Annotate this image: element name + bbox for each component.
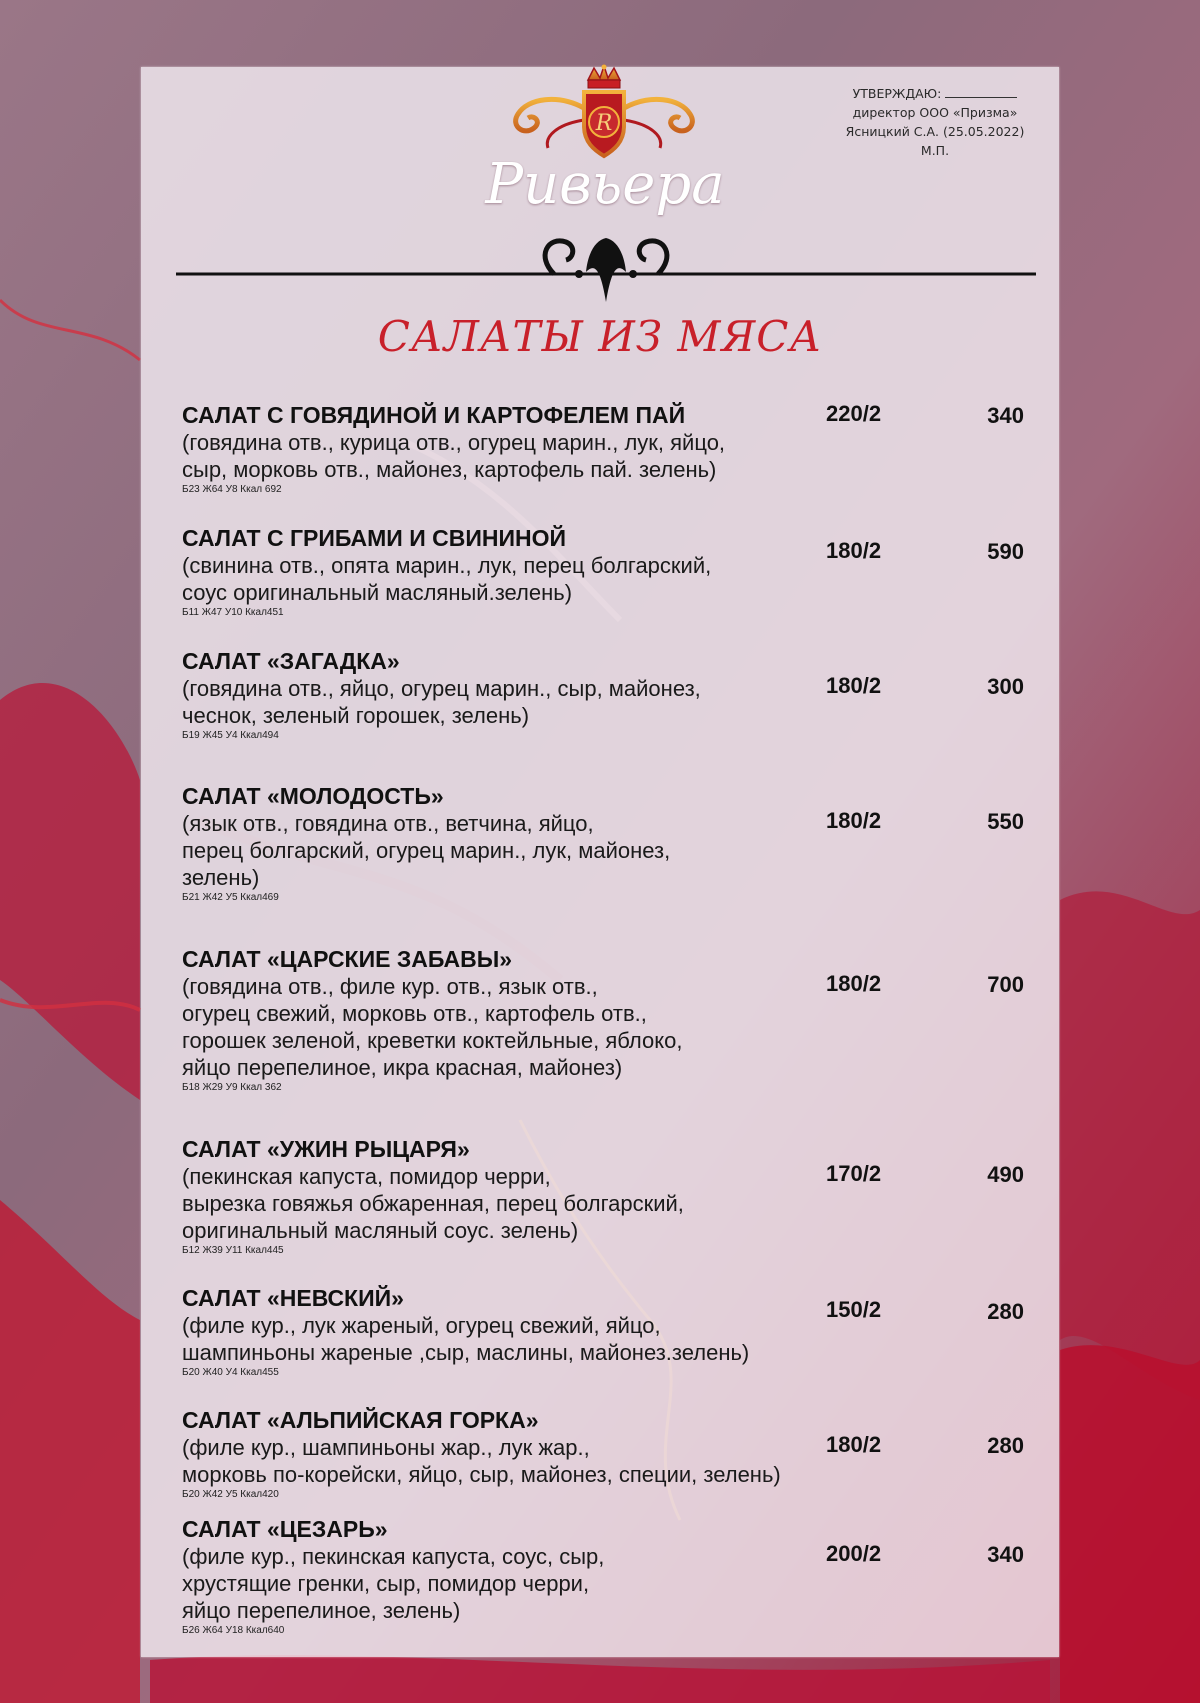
menu-item <box>182 945 1042 1094</box>
item-name: САЛАТ С ГОВЯДИНОЙ И КАРТОФЕЛЕМ ПАЙ <box>182 402 686 428</box>
item-price: 280 <box>987 1433 1024 1458</box>
item-name: САЛАТ «УЖИН РЫЦАРЯ» <box>182 1136 470 1162</box>
ornament-divider <box>176 226 1036 306</box>
item-price: 300 <box>987 674 1024 699</box>
item-name: САЛАТ «ЦЕЗАРЬ» <box>182 1516 388 1542</box>
item-name: САЛАТ «ЦАРСКИЕ ЗАБАВЫ» <box>182 946 513 972</box>
item-description: (филе кур., шампиньоны жар., лук жар., морковь по-корейски, яйцо, сыр, майонез, специи, зелень) <box>182 1435 781 1487</box>
item-weight: 180/2 <box>826 971 882 996</box>
item-price: 280 <box>987 1299 1024 1324</box>
menu-item <box>182 647 1042 742</box>
item-description: (свинина отв., опята марин., лук, перец болгарский, соус оригинальный масляный.зелень) <box>182 553 712 605</box>
item-description: (говядина отв., яйцо, огурец марин., сыр, майонез, чеснок, зеленый горошек, зелень) <box>182 676 701 728</box>
item-nutrition: Б19 Ж45 У4 Ккал494 <box>182 730 279 741</box>
item-description: (филе кур., пекинская капуста, соус, сыр, хрустящие гренки, сыр, помидор черри, яйцо перепелиное, зелень) <box>182 1544 605 1623</box>
signature-line <box>945 85 1017 98</box>
approval-name-date: Ясницкий С.А. (25.05.2022) <box>845 124 1025 139</box>
menu-item <box>182 1135 1042 1257</box>
item-name: САЛАТ «НЕВСКИЙ» <box>182 1285 404 1311</box>
item-nutrition: Б11 Ж47 У10 Ккал451 <box>182 607 284 618</box>
item-description: (пекинская капуста, помидор черри, вырезка говяжья обжаренная, перец болгарский, оригинальный масляный соус. зелень) <box>182 1164 684 1243</box>
item-description: (филе кур., лук жареный, огурец свежий, яйцо, шампиньоны жареные ,сыр, маслины, майонез.зелень) <box>182 1313 750 1365</box>
approval-director: директор ООО «Призма» <box>852 105 1018 120</box>
item-name: САЛАТ «МОЛОДОСТЬ» <box>182 783 444 809</box>
item-weight: 180/2 <box>826 538 882 563</box>
item-weight: 180/2 <box>826 1432 882 1457</box>
item-price: 700 <box>987 972 1024 997</box>
item-nutrition: Б20 Ж42 У5 Ккал420 <box>182 1489 279 1500</box>
item-weight: 170/2 <box>826 1161 882 1186</box>
menu-item <box>182 524 1042 619</box>
item-price: 340 <box>987 1542 1024 1567</box>
item-nutrition: Б20 Ж40 У4 Ккал455 <box>182 1367 279 1378</box>
approval-stamp-place: М.П. <box>920 143 950 158</box>
item-name: САЛАТ «ЗАГАДКА» <box>182 648 400 674</box>
item-description: (говядина отв., филе кур. отв., язык отв., огурец свежий, морковь отв., картофель отв., горошек зеленой, креветки коктейльные, яблоко, яйцо перепелиное, икра красная, майонез) <box>182 974 683 1080</box>
menu-item <box>182 401 1042 496</box>
item-nutrition: Б12 Ж39 У11 Ккал445 <box>182 1245 284 1256</box>
item-name: САЛАТ С ГРИБАМИ И СВИНИНОЙ <box>182 525 567 551</box>
logo-monogram: R <box>595 111 613 136</box>
section-title: САЛАТЫ ИЗ МЯСА <box>377 312 823 361</box>
item-description: (язык отв., говядина отв., ветчина, яйцо, перец болгарский, огурец марин., лук, майонез, зелень) <box>182 811 671 890</box>
item-description: (говядина отв., курица отв., огурец марин., лук, яйцо, сыр, морковь отв., майонез, картофель пай. зелень) <box>182 430 726 482</box>
item-weight: 180/2 <box>826 808 882 833</box>
item-price: 490 <box>987 1162 1024 1187</box>
menu-item <box>182 1406 1042 1501</box>
item-weight: 200/2 <box>826 1541 882 1566</box>
approval-block <box>826 84 1044 160</box>
crown-icon <box>588 65 620 89</box>
approval-line: УТВЕРЖДАЮ: <box>826 84 1044 103</box>
item-price: 550 <box>987 809 1024 834</box>
item-weight: 150/2 <box>826 1297 882 1322</box>
item-price: 590 <box>987 539 1024 564</box>
item-weight: 180/2 <box>826 673 882 698</box>
menu-item <box>182 782 1042 904</box>
item-nutrition: Б23 Ж64 У8 Ккал 692 <box>182 484 282 495</box>
item-nutrition: Б18 Ж29 У9 Ккал 362 <box>182 1082 282 1093</box>
item-name: САЛАТ «АЛЬПИЙСКАЯ ГОРКА» <box>182 1407 539 1433</box>
item-weight: 220/2 <box>826 401 882 426</box>
item-price: 340 <box>987 403 1024 428</box>
item-nutrition: Б26 Ж64 У18 Ккал640 <box>182 1625 285 1636</box>
menu-item <box>182 1284 1042 1379</box>
menu-item <box>182 1515 1042 1637</box>
item-nutrition: Б21 Ж42 У5 Ккал469 <box>182 892 279 903</box>
brand-name: Ривьера <box>485 152 725 217</box>
